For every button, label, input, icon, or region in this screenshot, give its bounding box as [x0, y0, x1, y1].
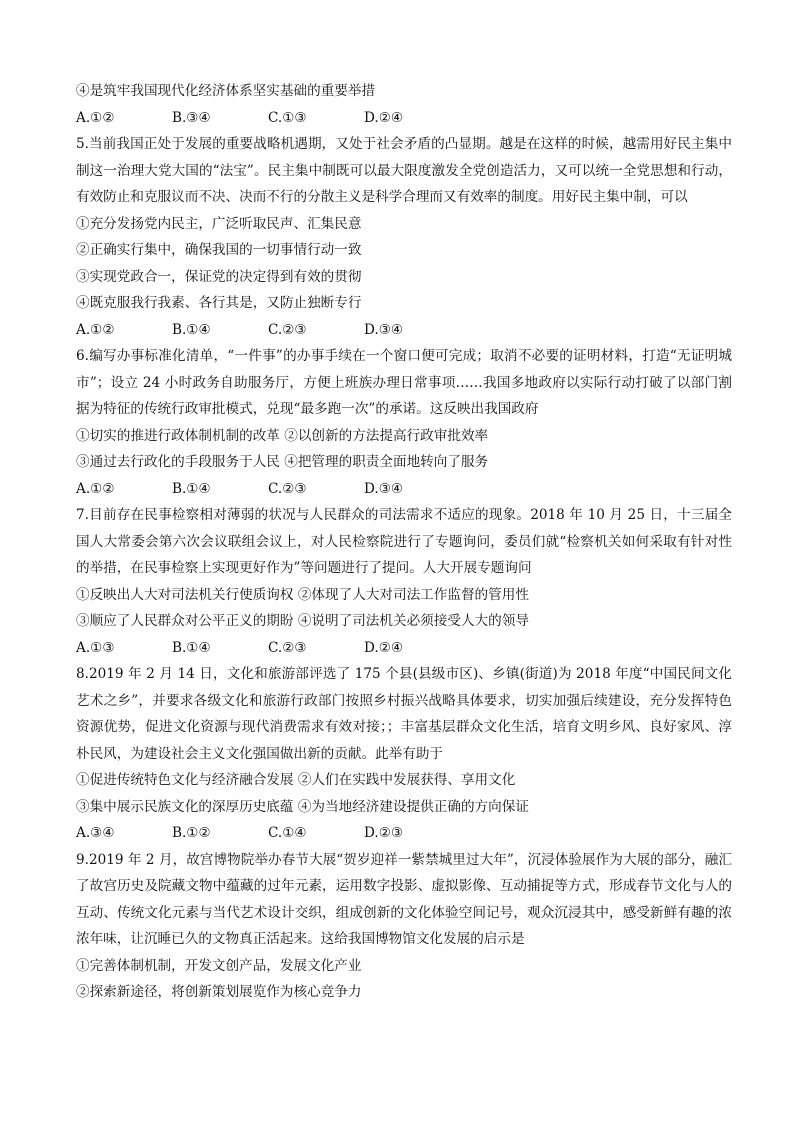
q8-option-row-2: ③集中展示民族文化的深厚历史底蕴 ④为当地经济建设提供正确的方向保证 [76, 798, 529, 815]
q5-choice-c: C.②③ [268, 321, 307, 338]
q6-choice-d: D.③④ [364, 480, 404, 497]
q5-choice-d: D.③④ [364, 321, 404, 338]
q6-choice-a: A.①② [76, 480, 115, 497]
q7-choice-b: B.①④ [172, 639, 211, 656]
q7-option-row-1: ①反映出人大对司法机关行使质询权 ②体现了人大对司法工作监督的管用性 [76, 586, 529, 603]
q6-option-row-2: ③通过去行政化的手段服务于人民 ④把管理的职责全面地转向了服务 [76, 454, 489, 470]
q4-choices [76, 105, 732, 132]
q5-choice-a: A.①② [76, 321, 115, 338]
q6-option-row-1: ①切实的推进行政体制机制的改革 ②以创新的方法提高行政审批效率 [76, 427, 489, 444]
q5-option-4: ④既克服我行我素、各行其是，又防止独断专行 [76, 295, 362, 311]
q6-choice-c: C.②③ [268, 480, 307, 497]
q8-choice-d: D.②③ [364, 825, 404, 841]
q4-choice-b: B.③④ [172, 109, 211, 126]
q5-option-3: ③实现党政合一，保证党的决定得到有效的贯彻 [76, 268, 362, 285]
q8-choice-b: B.①② [172, 825, 211, 841]
q4-choice-a: A.①② [76, 109, 115, 126]
q5-stem: 5.当前我国正处于发展的重要战略机遇期，又处于社会矛盾的凸显期。越是在这样的时候，越需用好民主集中制这一治理大党大国的“法宝”。民主集中制既可以最大限度激发全党创造活力，又可以统一全党思想和行动，有效防止和克服议而不决、决而不行的分散主义是科学合理而又有效率的制度。用好民主集中制，可以 [76, 136, 732, 205]
q7-choice-a: A.①③ [76, 639, 115, 656]
q8-choices [76, 820, 732, 847]
q7-choices [76, 635, 732, 662]
q7-option-row-2: ③顺应了人民群众对公平正义的期盼 ④说明了司法机关必须接受人大的领导 [76, 613, 529, 629]
q7-choice-c: C.②③ [268, 639, 307, 656]
q7-choice-d: D.②④ [364, 639, 404, 656]
q8-stem: 8.2019 年 2 月 14 日，文化和旅游部评选了 175 个县(县级市区)、乡镇(街道)为 2018 年度“中国民间文化艺术之乡”，并要求各级文化和旅游行政部门按照乡村振兴战略具体要求，切实加强后续建设，充分发挥特色资源优势，促进文化资源与现代消费需求有效对接；；丰富基层群众文化生活，培育文明乡风、良好家风、淳朴民风，为建设社会主义文化强国做出新的贡献。此举有助于 [76, 666, 732, 762]
q6-choices [76, 476, 732, 503]
q8-option-row-1: ①促进传统特色文化与经济融合发展 ②人们在实践中发展获得、享用文化 [76, 772, 516, 788]
q9-stem: 9.2019 年 2 月，故宫博物院举办春节大展“贺岁迎祥一紫禁城里过大年”，沉浸体验展作为大展的部分，融汇了故宫历史及院藏文物中蕴藏的过年元素，运用数字投影、虚拟影像、互动捕捉等方式，形成春节文化与人的互动、传统文化元素与当代艺术设计交织，组成创新的文化体验空间记号，观众沉浸其中，感受新鲜有趣的浓浓年味，让沉睡已久的文物真正活起来。这给我国博物馆文化发展的启示是 [76, 851, 732, 947]
q5-option-2: ②正确实行集中，确保我国的一切事情行动一致 [76, 242, 362, 258]
q9-option-2: ②探索新途径，将创新策划展览作为核心竞争力 [76, 984, 362, 1000]
q4-choice-c: C.①③ [268, 109, 307, 126]
q5-option-1: ①充分发扬党内民主，广泛听取民声、汇集民意 [76, 215, 362, 232]
q8-choice-c: C.①④ [268, 825, 307, 841]
q9-option-1: ①完善体制机制，开发文创产品，发展文化产业 [76, 957, 362, 974]
q6-choice-b: B.①④ [172, 480, 211, 497]
q5-choices [76, 317, 732, 344]
q7-stem: 7.目前存在民事检察相对薄弱的状况与人民群众的司法需求不适应的现象。2018 年 10 月 25 日，十三届全国人大常委会第六次会议联组会议上，对人民检察院进行了专题询问，委员们就“检察机关如何采取有针对性的举措，在民事检察上实现更好作为”等问题进行了提问。人大开展专题询问 [76, 507, 732, 576]
q5-choice-b: B.①④ [172, 321, 211, 338]
q8-choice-a: A.③④ [76, 825, 115, 841]
q4-option-4: ④是筑牢我国现代化经济体系坚实基础的重要举措 [76, 83, 376, 99]
exam-page [76, 78, 732, 1006]
q4-choice-d: D.②④ [364, 109, 404, 126]
q6-stem: 6.编写办事标准化清单，“一件事”的办事手续在一个窗口便可完成；取消不必要的证明材料，打造“无证明城市”；设立 24 小时政务自助服务厅，方便上班族办理日常事项……我国多地政府以实际行动打破了以部门割据为特征的传统行政审批模式，兑现“最多跑一次”的承诺。这反映出我国政府 [76, 348, 732, 417]
